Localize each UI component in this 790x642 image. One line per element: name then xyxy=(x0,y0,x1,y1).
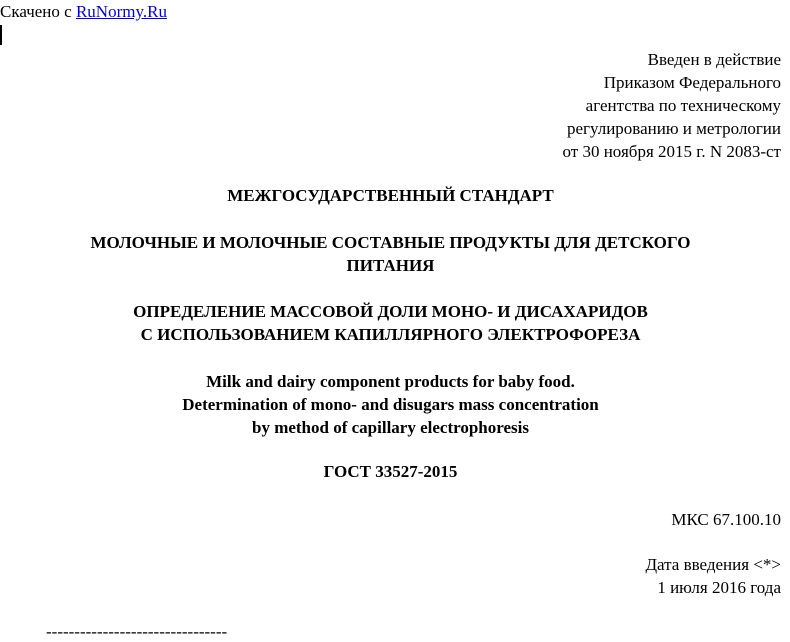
mks-code: МКС 67.100.10 xyxy=(671,510,781,529)
standard-type: МЕЖГОСУДАРСТВЕННЫЙ СТАНДАРТ xyxy=(227,186,554,205)
downloaded-from-line xyxy=(0,2,167,22)
title-en xyxy=(0,370,781,439)
title-line: by method of capillary electrophoresis xyxy=(251,418,529,437)
enactment-line: регулированию и метрологии xyxy=(566,119,781,138)
enactment-line: Введен в действие xyxy=(647,50,781,69)
text-cursor xyxy=(0,25,2,45)
source-link[interactable]: RuNormy.Ru xyxy=(75,2,167,21)
title-line: С ИСПОЛЬЗОВАНИЕМ КАПИЛЛЯРНОГО ЭЛЕКТРОФОРЕЗА xyxy=(140,325,641,344)
footnote-separator: -------------------------------- xyxy=(46,622,228,641)
date-value: 1 июля 2016 года xyxy=(657,578,781,597)
gost-number-heading xyxy=(0,460,781,483)
title-line: Milk and dairy component products for baby food. xyxy=(206,372,575,391)
title-line: МОЛОЧНЫЕ И МОЛОЧНЫЕ СОСТАВНЫЕ ПРОДУКТЫ ДЛЯ ДЕТСКОГО xyxy=(90,233,691,252)
enactment-line: агентства по техническому xyxy=(585,96,781,115)
title-line: ПИТАНИЯ xyxy=(346,256,435,275)
enactment-line: от 30 ноября 2015 г. N 2083-ст xyxy=(562,142,781,161)
title-ru-products xyxy=(0,231,781,277)
title-line: Determination of mono- and disugars mass concentration xyxy=(182,395,599,414)
downloaded-prefix: Скачено с xyxy=(0,2,76,21)
enactment-block xyxy=(563,48,782,163)
enactment-line: Приказом Федерального xyxy=(603,73,781,92)
introduction-date-block xyxy=(645,553,781,599)
title-ru-method xyxy=(0,300,781,346)
title-line: ОПРЕДЕЛЕНИЕ МАССОВОЙ ДОЛИ МОНО- И ДИСАХАРИДОВ xyxy=(133,302,648,321)
standard-type-heading xyxy=(0,184,781,207)
date-label: Дата введения <*> xyxy=(645,555,781,574)
gost-number: ГОСТ 33527-2015 xyxy=(323,462,458,481)
